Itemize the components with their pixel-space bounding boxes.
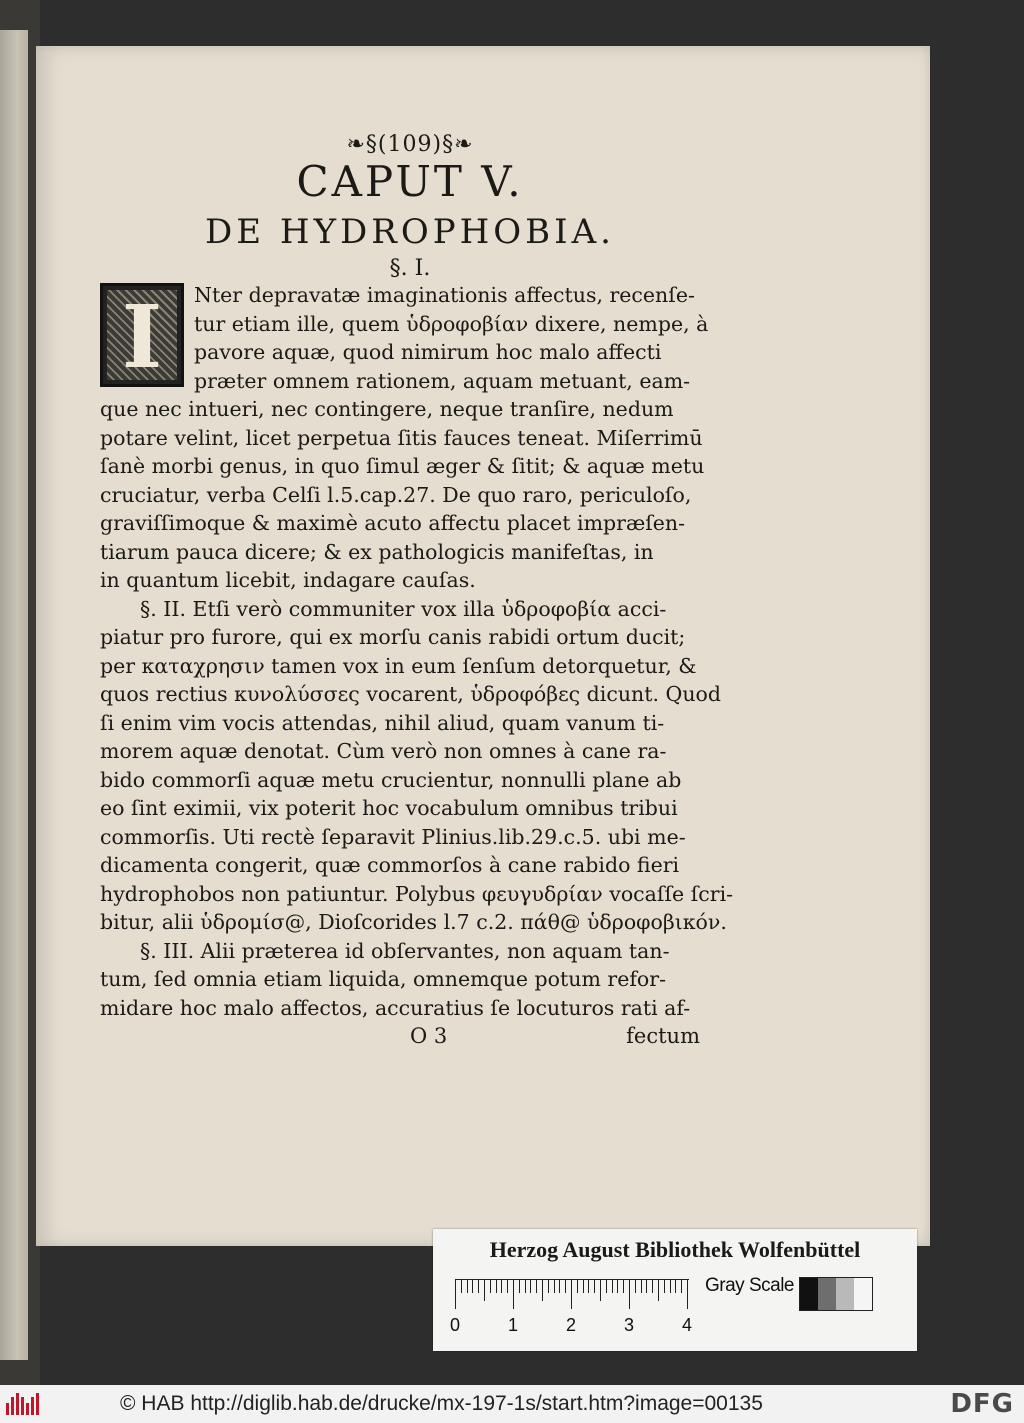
- ruler-tick: [490, 1279, 491, 1293]
- ruler-tick: [583, 1279, 584, 1293]
- text-line: cruciatur, verba Celſi l.5.cap.27. De quo raro, periculoſo,: [100, 482, 692, 507]
- ruler-tick: [623, 1279, 624, 1293]
- hab-logo-icon: [6, 1393, 50, 1415]
- ruler-tick: [501, 1279, 502, 1293]
- ruler-tick: [519, 1279, 520, 1293]
- grayscale-swatches: [799, 1277, 873, 1311]
- text-line: §. III. Alii præterea id obſervantes, non aquam tan-: [140, 938, 670, 963]
- text-line: quos rectius κυνολύσσες vocarent, ὑδροφόβες dicunt. Quod: [100, 682, 721, 706]
- text-line: præter omnem rationem, aquam metuant, eam-: [194, 368, 691, 393]
- ruler-tick: [675, 1279, 676, 1293]
- text-line: Nter depravatæ imaginationis affectus, recenſe-: [194, 283, 695, 307]
- ruler-tick: [687, 1279, 688, 1309]
- ruler-tick: [670, 1279, 671, 1293]
- library-name: Herzog August Bibliothek Wolfenbüttel: [489, 1237, 861, 1262]
- text-line: bido commorſi aquæ metu crucientur, nonnulli plane ab: [100, 767, 682, 792]
- ruler-tick: [513, 1279, 514, 1309]
- ruler-tick: [496, 1279, 497, 1293]
- text-line: morem aquæ denotat. Cùm verò non omnes à cane ra-: [100, 739, 667, 763]
- ruler-tick: [525, 1279, 526, 1293]
- text-line: §. II. Etſi verò communiter vox illa ὑδροφοβία acci-: [140, 596, 667, 621]
- ruler-tick: [559, 1279, 560, 1293]
- ruler-tick: [455, 1279, 456, 1309]
- page-text-block: [100, 132, 734, 1048]
- ruler-number: 4: [681, 1315, 693, 1335]
- ruler-tick: [577, 1279, 578, 1293]
- ruler-tick: [507, 1279, 508, 1293]
- text-line: commorſis. Uti rectè ſeparavit Plinius.lib.29.c.5. ubi me-: [100, 824, 686, 849]
- decorated-initial: [100, 283, 184, 387]
- ruler-tick: [652, 1279, 653, 1293]
- color-scale-card: [433, 1229, 917, 1351]
- ruler-tick: [542, 1279, 543, 1301]
- ruler-tick: [664, 1279, 665, 1293]
- page-footer-line: [100, 1024, 700, 1048]
- section-heading: §. I.: [389, 256, 431, 281]
- text-line: eo ſint eximii, vix poterit hoc vocabulum omnibus tribui: [100, 796, 678, 820]
- text-line: bitur, alii ὑδρομίσ@, Dioſcorides l.7 c.2. πάθ@ ὑδροφοβικόν.: [100, 910, 727, 934]
- previous-page-edge: [0, 0, 40, 1385]
- paragraph-2-text: [100, 595, 734, 937]
- ruler-tick: [565, 1279, 566, 1293]
- ruler-tick: [641, 1279, 642, 1293]
- text-line: in quantum licebit, indagare cauſas.: [100, 568, 476, 592]
- footer-bar: [0, 1385, 1024, 1423]
- grayscale-label: Gray Scale: [705, 1275, 794, 1296]
- copyright-link[interactable]: © HAB http://diglib.hab.de/drucke/mx-197-1s/start.htm?image=00135: [120, 1392, 763, 1415]
- ruler-tick: [484, 1279, 485, 1301]
- ruler-tick: [612, 1279, 613, 1293]
- text-line: piatur pro furore, qui ex morſu canis rabidi ortum ducit;: [100, 625, 686, 649]
- ruler-tick: [635, 1279, 636, 1293]
- ruler-tick: [472, 1279, 473, 1293]
- ruler-tick: [554, 1279, 555, 1293]
- ruler-tick: [681, 1279, 682, 1293]
- ruler-tick: [646, 1279, 647, 1293]
- ruler-tick: [629, 1279, 630, 1309]
- ruler-tick: [571, 1279, 572, 1309]
- text-line: potare velint, licet perpetua ſitis fauces teneat. Miſerrimū: [100, 425, 703, 450]
- ruler-tick: [594, 1279, 595, 1293]
- paragraph-1: [100, 281, 709, 595]
- text-line: ſanè morbi genus, in quo ſimul æger & ſitit; & aquæ metu: [100, 454, 705, 478]
- ruler-tick: [658, 1279, 659, 1301]
- ruler-tick: [467, 1279, 468, 1293]
- ruler-tick: [606, 1279, 607, 1293]
- grayscale-swatch: [818, 1278, 836, 1310]
- signature-mark: O 3: [410, 1024, 448, 1048]
- ruler-number: 3: [623, 1315, 635, 1335]
- ruler-number: 0: [449, 1315, 461, 1335]
- initial-letter: I: [121, 287, 163, 388]
- text-line: hydrophobos non patiuntur. Polybus φευγυδρίαν vocaſſe ſcri-: [100, 881, 734, 906]
- ruler-tick: [530, 1279, 531, 1293]
- ruler-tick: [536, 1279, 537, 1293]
- text-line: tiarum pauca dicere; & ex pathologicis manifeſtas, in: [100, 539, 654, 564]
- text-line: midare hoc malo affectos, accuratius ſe locuturos rati af-: [100, 995, 691, 1020]
- grayscale-swatch: [800, 1278, 818, 1310]
- ruler-tick: [478, 1279, 479, 1293]
- catchword: fectum: [626, 1024, 700, 1048]
- chapter-subtitle: DE HYDROPHOBIA.: [205, 212, 615, 252]
- previous-page-paper: [0, 30, 28, 1360]
- text-line: ſi enim vim vocis attendas, nihil aliud, quam vanum ti-: [100, 710, 665, 735]
- paragraph-1-text: [100, 281, 709, 595]
- running-head: ❧§(109)§❧: [346, 132, 474, 157]
- text-line: graviſſimoque & maximè acuto affectu placet impræſen-: [100, 511, 686, 535]
- ruler: [449, 1279, 693, 1339]
- ruler-tick: [548, 1279, 549, 1293]
- text-line: dicamenta congerit, quæ commorſos à cane rabido fieri: [100, 853, 680, 877]
- ruler-tick: [600, 1279, 601, 1301]
- text-line: tur etiam ille, quem ὑδροφοβίαν dixere, nempe, à: [194, 311, 709, 336]
- chapter-title: CAPUT V.: [296, 157, 524, 206]
- text-line: per καταχρησιν tamen vox in eum ſenſum detorquetur, &: [100, 653, 697, 678]
- ruler-tick: [617, 1279, 618, 1293]
- dfg-logo: DFG: [950, 1389, 1014, 1419]
- paragraph-3-text: [100, 937, 700, 1023]
- grayscale-swatch: [854, 1278, 872, 1310]
- ruler-number: 1: [507, 1315, 519, 1335]
- text-line: que nec intueri, nec contingere, neque tranſire, nedum: [100, 397, 674, 421]
- ruler-tick: [588, 1279, 589, 1293]
- text-line: tum, ſed omnia etiam liquida, omnemque potum refor-: [100, 967, 667, 991]
- ruler-tick: [461, 1279, 462, 1293]
- scanned-page: [36, 46, 930, 1246]
- text-line: pavore aquæ, quod nimirum hoc malo affecti: [194, 340, 662, 364]
- grayscale-swatch: [836, 1278, 854, 1310]
- ruler-number: 2: [565, 1315, 577, 1335]
